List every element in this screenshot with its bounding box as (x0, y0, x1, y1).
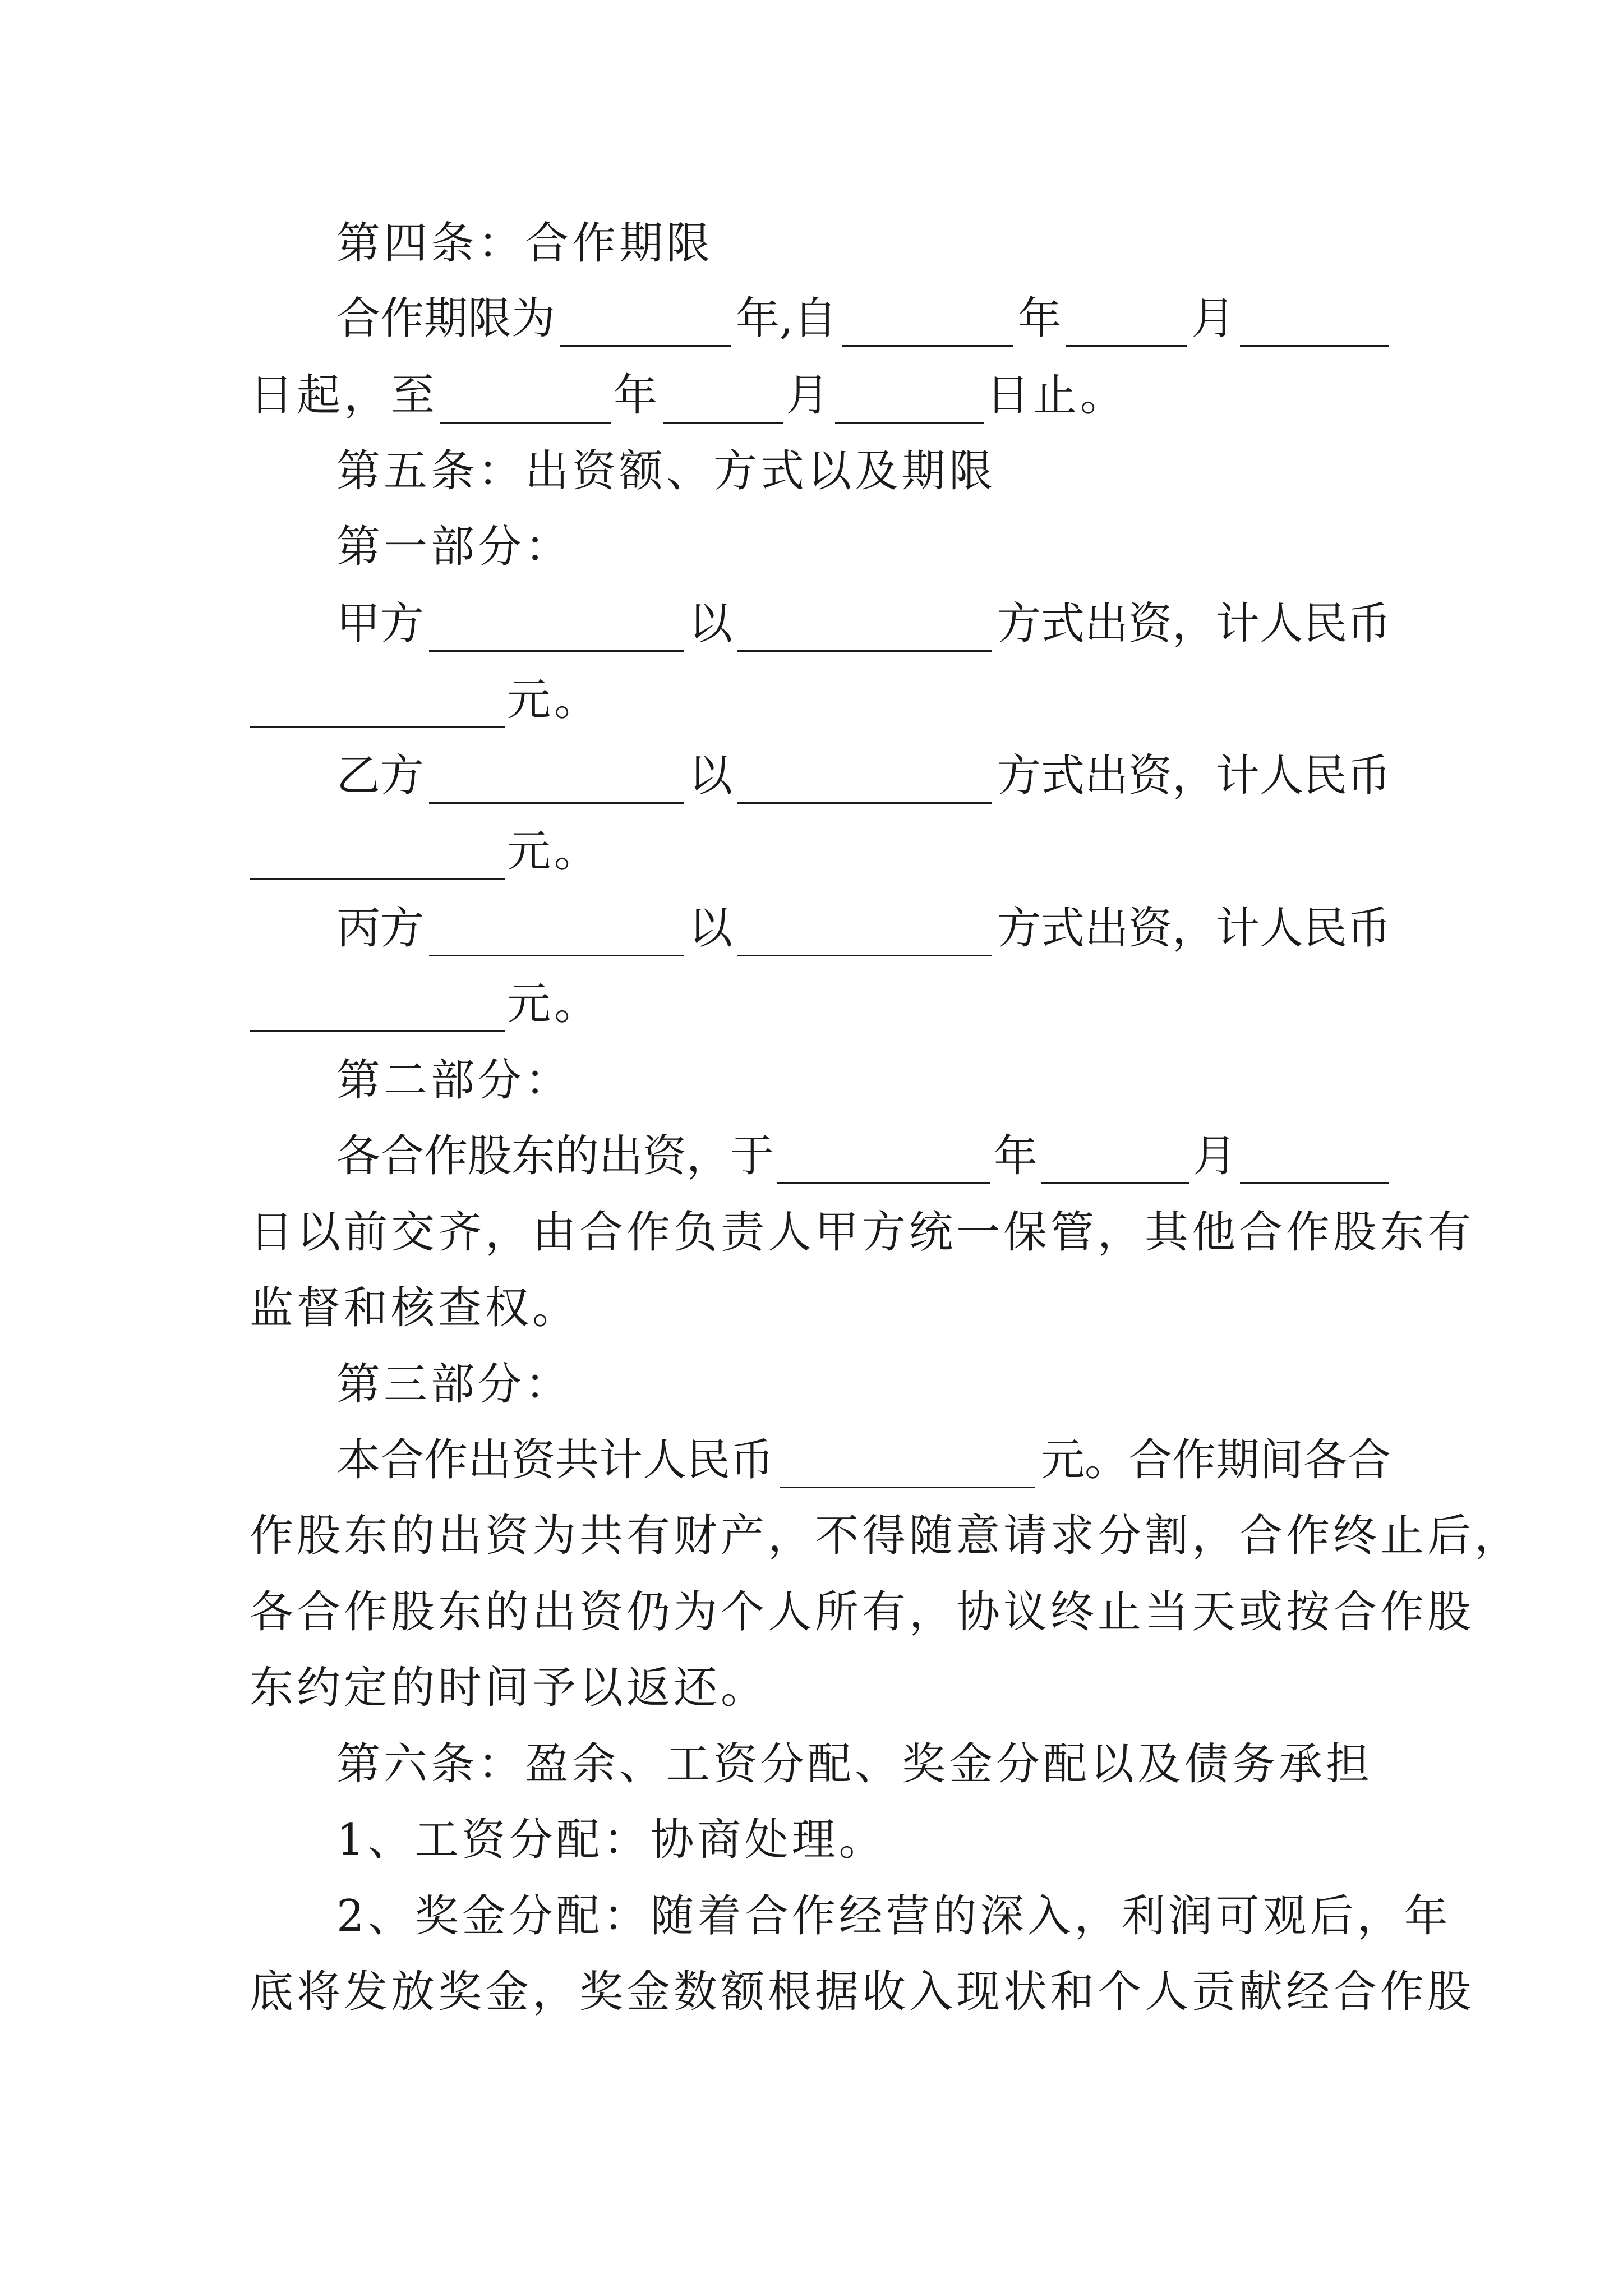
party-a-conn: 以 (688, 599, 732, 649)
party-c-label: 丙方 (336, 903, 425, 954)
party-b-method-text: 方式出资，计人民币 (997, 751, 1391, 801)
party-c-amount-blank[interactable] (250, 988, 505, 1032)
start-year-blank[interactable] (842, 302, 1013, 347)
term-years-blank[interactable] (560, 302, 731, 347)
party-c-conn: 以 (688, 903, 732, 954)
party-c-method-blank[interactable] (737, 912, 992, 956)
party-a-method-blank[interactable] (737, 608, 992, 652)
part-3-total-label: 本合作出资共计人民币 (336, 1435, 774, 1485)
party-b-contribution-line (336, 748, 1391, 804)
article-5-heading: 第五条：出资额、方式以及期限 (336, 446, 997, 496)
article-6-heading: 第六条：盈余、工资分配、奖金分配以及债务承担 (336, 1739, 1373, 1789)
part-3-text-line-2: 作股东的出资为共有财产，不得随意请求分割，合作终止后， (250, 1511, 1522, 1561)
party-b-method-blank[interactable] (737, 760, 992, 804)
deadline-year-blank[interactable] (777, 1140, 990, 1184)
part-1-heading: 第一部分： (336, 522, 573, 572)
party-b-yuan: 元。 (507, 826, 602, 877)
party-a-amount-line (250, 672, 1391, 728)
end-year-blank[interactable] (440, 379, 611, 424)
cooperation-end-line (250, 367, 1391, 424)
party-b-amount-line (250, 823, 1391, 880)
term-label: 合作期限为 (336, 293, 556, 344)
deadline-day-blank[interactable] (1240, 1140, 1389, 1184)
party-a-contribution-line (336, 596, 1391, 652)
end-month-blank[interactable] (663, 379, 783, 424)
end-year-unit: 年 (614, 370, 661, 421)
party-c-method-text: 方式出资，计人民币 (997, 903, 1391, 954)
party-b-amount-blank[interactable] (250, 835, 505, 880)
start-month-blank[interactable] (1066, 302, 1187, 347)
part-3-text-line-4: 东约定的时间予以返还。 (250, 1663, 768, 1713)
party-a-name-blank[interactable] (429, 608, 684, 652)
part-2-deadline-line (336, 1128, 1391, 1184)
part-2-deadline-label: 各合作股东的出资，于 (336, 1131, 774, 1181)
party-a-method-text: 方式出资，计人民币 (997, 599, 1391, 649)
salary-item: 1、工资分配：协商处理。 (336, 1815, 886, 1865)
part-3-total-suffix: 元。合作期间各合 (1040, 1435, 1391, 1485)
start-year-label: 年,自 (735, 293, 837, 344)
start-day-blank[interactable] (1240, 302, 1389, 347)
party-c-name-blank[interactable] (429, 912, 684, 956)
total-amount-blank[interactable] (780, 1444, 1035, 1488)
part-3-total-line (336, 1432, 1391, 1488)
deadline-month-blank[interactable] (1041, 1140, 1189, 1184)
deadline-month-unit: 月 (1192, 1131, 1237, 1181)
party-a-amount-blank[interactable] (250, 684, 505, 728)
party-c-amount-line (250, 976, 1391, 1032)
party-b-name-blank[interactable] (429, 760, 684, 804)
part-3-heading: 第三部分： (336, 1359, 573, 1410)
start-year-unit: 年 (1017, 293, 1062, 344)
party-c-yuan: 元。 (507, 979, 602, 1029)
article-4-heading: 第四条：合作期限 (336, 218, 714, 269)
party-a-label: 甲方 (336, 599, 425, 649)
cooperation-term-line (336, 291, 1391, 347)
end-day-unit: 日止。 (986, 370, 1128, 421)
bonus-item-line-2: 底将发放奖金，奖金数额根据收入现状和个人贡献经合作股 (250, 1967, 1475, 2017)
party-c-contribution-line (336, 900, 1391, 956)
part-2-text-line-2: 日以前交齐，由合作负责人甲方统一保管，其他合作股东有 (250, 1207, 1475, 1258)
party-b-conn: 以 (688, 751, 732, 801)
start-month-unit: 月 (1191, 293, 1235, 344)
part-3-text-line-3: 各合作股东的出资仍为个人所有，协议终止当天或按合作股 (250, 1587, 1475, 1637)
bonus-item-line-1: 2、奖金分配：随着合作经营的深入，利润可观后，年 (336, 1891, 1451, 1941)
part-2-heading: 第二部分： (336, 1055, 573, 1106)
party-a-yuan: 元。 (507, 675, 602, 725)
start-day-label: 日起，至 (250, 370, 439, 421)
party-b-label: 乙方 (336, 751, 425, 801)
end-day-blank[interactable] (835, 379, 984, 424)
deadline-year-unit: 年 (993, 1131, 1038, 1181)
part-2-text-line-3: 监督和核查权。 (250, 1283, 580, 1333)
end-month-unit: 月 (786, 370, 833, 421)
